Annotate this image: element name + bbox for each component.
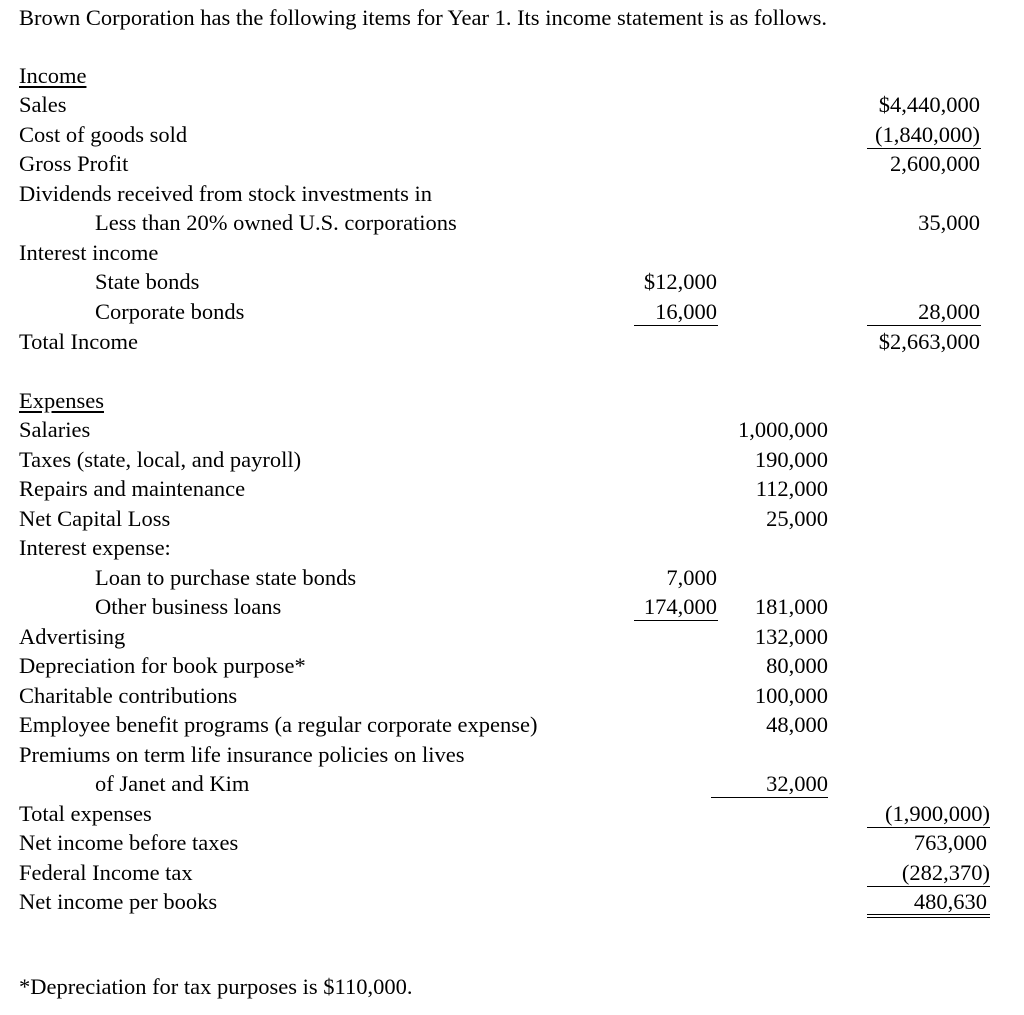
advertising-label: Advertising [19,624,126,649]
loan-state-bonds-label: Loan to purchase state bonds [95,565,357,590]
total-expenses-label: Total expenses [19,801,152,826]
total-income-value: $2,663,000 [878,329,980,354]
interest-total-underline [867,325,981,326]
premiums-sub-label: of Janet and Kim [95,771,250,796]
loan-state-bonds-value: 7,000 [666,565,717,590]
net-before-tax-label: Net income before taxes [19,830,239,855]
interest-income-total: 28,000 [918,299,980,324]
premiums-label: Premiums on term life insurance policies on lives [19,742,465,767]
federal-tax-label: Federal Income tax [19,860,193,885]
interest-income-label: Interest income [19,240,159,265]
net-per-books-value: 480,630 [913,889,987,914]
federal-tax-value: (282,370) [901,860,990,885]
gross-profit-label: Gross Profit [19,151,129,176]
employee-benefit-value: 48,000 [766,712,828,737]
net-before-tax-value: 763,000 [913,830,987,855]
net-per-books-label: Net income per books [19,889,218,914]
dividends-value: 35,000 [918,210,980,235]
premiums-value: 32,000 [766,771,828,796]
taxes-label: Taxes (state, local, and payroll) [19,447,302,472]
cogs-underline [867,148,981,149]
state-bonds-value: $12,000 [643,269,717,294]
salaries-label: Salaries [19,417,91,442]
advertising-value: 132,000 [754,624,828,649]
charitable-label: Charitable contributions [19,683,238,708]
other-loans-underline [634,620,718,621]
salaries-value: 1,000,000 [738,417,828,442]
total-expenses-value: (1,900,000) [885,801,990,826]
net-per-books-double-underline-1 [867,914,990,915]
corporate-bonds-value: 16,000 [655,299,717,324]
depreciation-label: Depreciation for book purpose* [19,653,306,678]
depreciation-value: 80,000 [766,653,828,678]
capital-loss-label: Net Capital Loss [19,506,171,531]
gross-profit-value: 2,600,000 [890,151,980,176]
corporate-bonds-underline [634,325,718,326]
expenses-heading: Expenses [19,388,104,413]
federal-tax-underline [867,886,990,887]
taxes-value: 190,000 [754,447,828,472]
charitable-value: 100,000 [754,683,828,708]
dividends-sub-label: Less than 20% owned U.S. corporations [95,210,457,235]
sales-value: $4,440,000 [878,92,980,117]
repairs-label: Repairs and maintenance [19,476,246,501]
sales-label: Sales [19,92,67,117]
capital-loss-value: 25,000 [766,506,828,531]
footnote: *Depreciation for tax purposes is $110,000. [19,974,413,999]
repairs-value: 112,000 [755,476,828,501]
total-expenses-underline [867,827,990,828]
dividends-label: Dividends received from stock investments in [19,181,433,206]
intro-text: Brown Corporation has the following items for Year 1. Its income statement is as follows. [19,5,828,30]
cogs-value: (1,840,000) [875,122,980,147]
premiums-underline [711,797,828,798]
net-per-books-double-underline-2 [867,917,990,918]
other-loans-label: Other business loans [95,594,282,619]
cogs-label: Cost of goods sold [19,122,188,147]
corporate-bonds-label: Corporate bonds [95,299,245,324]
other-loans-value: 174,000 [643,594,717,619]
employee-benefit-label: Employee benefit programs (a regular corporate expense) [19,712,538,737]
state-bonds-label: State bonds [95,269,200,294]
income-heading: Income [19,63,87,88]
total-income-label: Total Income [19,329,139,354]
interest-expense-label: Interest expense: [19,535,171,560]
interest-expense-total: 181,000 [754,594,828,619]
